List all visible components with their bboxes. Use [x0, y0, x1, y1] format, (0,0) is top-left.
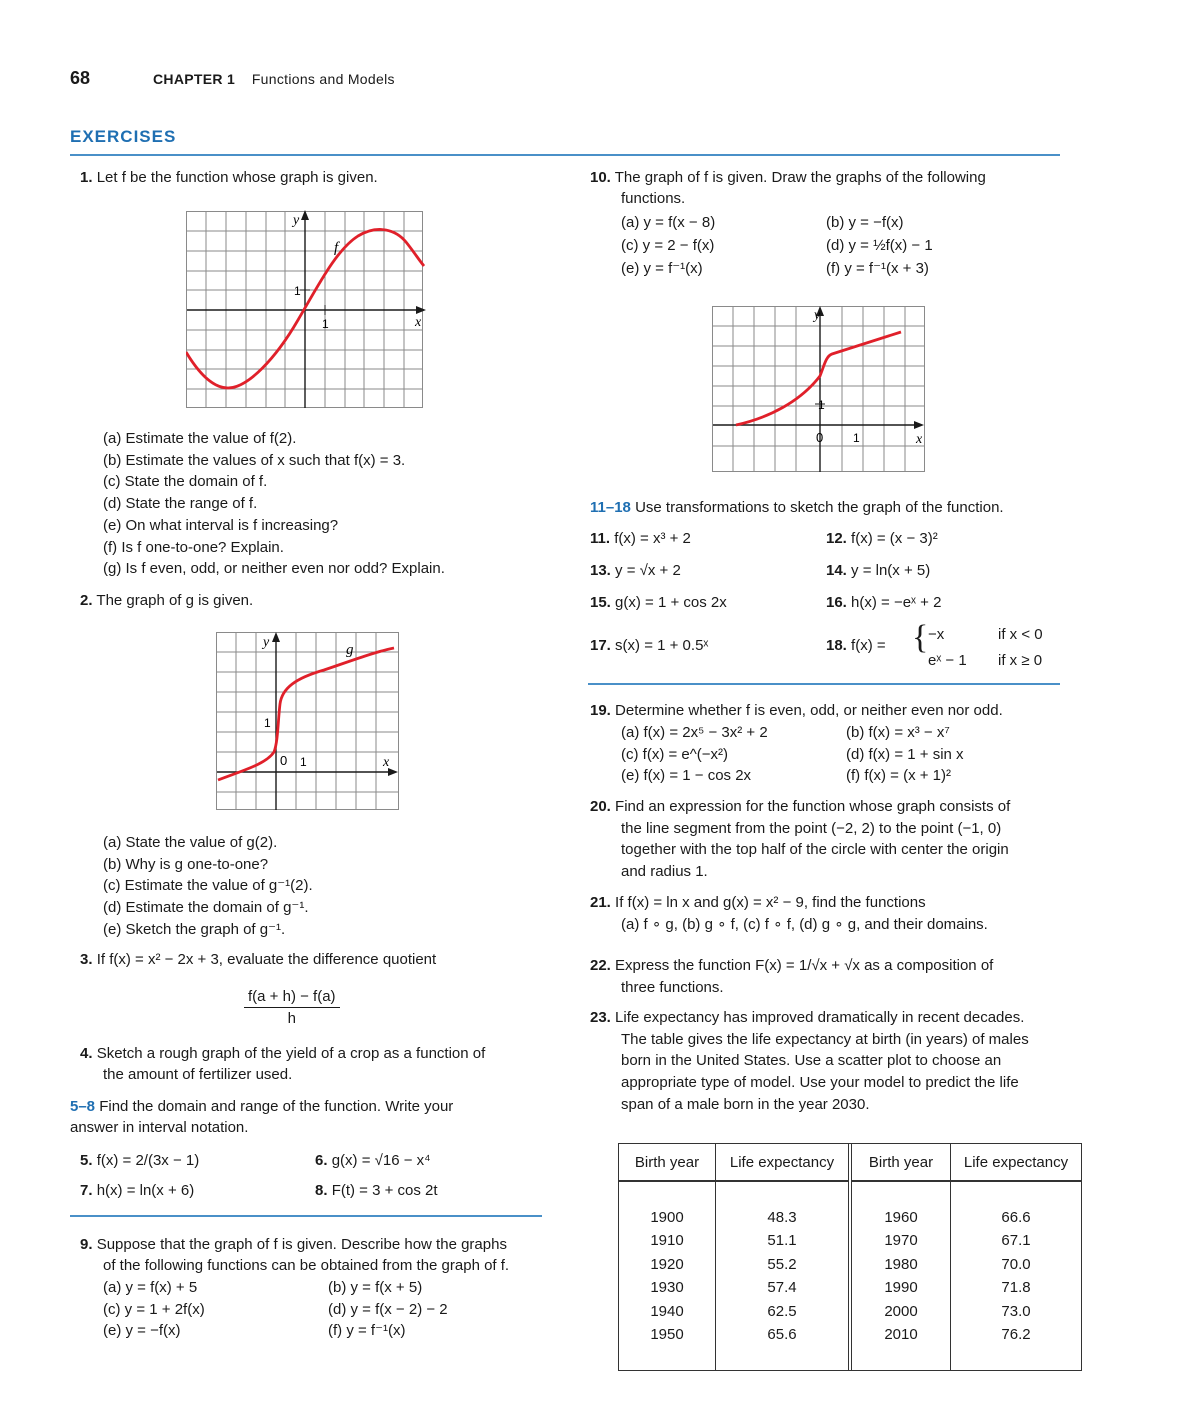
- part-f: (f) y = f⁻¹(x): [328, 1322, 406, 1339]
- exercise-expression: f(x) =: [851, 637, 886, 654]
- curve-label-f: f: [334, 240, 339, 256]
- exercise-number: 22.: [590, 957, 611, 974]
- exercise-text-line-3: born in the United States. Use a scatter plot to choose an: [621, 1052, 1002, 1070]
- part-a: (a) y = f(x − 8): [621, 214, 716, 231]
- exercise-text-line-2: the line segment from the point (−2, 2) to the point (−1, 0): [621, 819, 1002, 837]
- exercise-number: 7.: [80, 1182, 93, 1199]
- exercise-expression: f(x) = x³ + 2: [614, 530, 691, 547]
- quotient-numerator: f(a + h) − f(a): [244, 986, 340, 1008]
- exercise-text-line-1: Sketch a rough graph of the yield of a crop as a function of: [96, 1045, 486, 1062]
- table-cell: 70.0: [951, 1253, 1082, 1277]
- y-axis-label: y: [293, 213, 300, 228]
- exercise-16: [826, 592, 941, 613]
- exercise-text-line-1: The graph of f is given. Draw the graphs of the following: [614, 169, 986, 186]
- exercise-9-parts-right: [328, 1277, 448, 1342]
- table-cell: 1950: [650, 1326, 684, 1344]
- page-number: 68: [70, 68, 91, 88]
- table-row: [619, 1206, 1081, 1230]
- exercise-17: [590, 635, 708, 656]
- exercise-number: 1.: [80, 169, 93, 186]
- divider-left: [70, 1215, 542, 1217]
- exercise-text-line-2: of the following functions can be obtained from the graph of f.: [103, 1257, 510, 1274]
- x-unit-label: 1: [322, 317, 329, 331]
- part-a: (a) Estimate the value of f(2).: [103, 430, 297, 447]
- table-cell: 2000: [850, 1300, 951, 1324]
- piecewise-brace: {: [912, 619, 929, 656]
- y-axis-label: y: [263, 635, 270, 650]
- piecewise-conditions: [998, 622, 1043, 674]
- table-cell: 73.0: [951, 1300, 1082, 1324]
- quotient-denominator: h: [287, 1010, 296, 1027]
- x-axis-arrow: [416, 306, 426, 314]
- exercise-expression: h(x) = ln(x + 6): [96, 1182, 195, 1199]
- exercise-text-line-2: the amount of fertilizer used.: [103, 1066, 293, 1083]
- exercise-expression: F(t) = 3 + cos 2t: [331, 1182, 438, 1199]
- exercise-expression: f(x) = 2/(3x − 1): [96, 1152, 200, 1169]
- y-unit-label: 1: [264, 716, 271, 730]
- part-d: (d) f(x) = 1 + sin x: [846, 745, 964, 763]
- exercise-14: [826, 560, 930, 581]
- exercise-text: Let f be the function whose graph is given.: [96, 169, 378, 186]
- part-f: (f) y = f⁻¹(x + 3): [826, 260, 929, 277]
- exercise-expression: s(x) = 1 + 0.5ˣ: [615, 637, 709, 654]
- part-e: (e) y = f⁻¹(x): [621, 260, 703, 277]
- table-cell: 76.2: [951, 1323, 1082, 1347]
- exercise-text-line-2: The table gives the life expectancy at birth (in years) of males: [621, 1030, 1029, 1048]
- exercise-10: [590, 167, 986, 209]
- exercise-expression: g(x) = 1 + cos 2x: [615, 594, 727, 611]
- exercise-2-parts: [103, 832, 313, 941]
- table-cell: 67.1: [951, 1229, 1082, 1253]
- piece-2-expression: eˣ − 1: [928, 652, 967, 669]
- piece-1-expression: −x: [928, 626, 945, 643]
- exercise-number: 3.: [80, 951, 93, 968]
- exercise-9: [80, 1234, 509, 1276]
- exercise-13: [590, 560, 681, 581]
- exercise-text-line-1: Find an expression for the function whose graph consists of: [615, 798, 1011, 815]
- part-e: (e) On what interval is f increasing?: [103, 516, 339, 534]
- exercise-7: [80, 1180, 194, 1201]
- exercise-number: 10.: [590, 169, 611, 186]
- grid: [713, 306, 926, 472]
- exercise-number: 6.: [315, 1152, 328, 1169]
- exercise-19-parts-left: [621, 722, 768, 787]
- exercise-number: 21.: [590, 894, 611, 911]
- exercise-text-line-3: together with the top half of the circle with center the origin: [621, 841, 1009, 859]
- exercises-11-18-instructions: [590, 497, 1004, 518]
- exercise-expression: h(x) = −eˣ + 2: [851, 594, 942, 611]
- exercise-2: [80, 590, 253, 611]
- exercise-text: If f(x) = x² − 2x + 3, evaluate the difference quotient: [96, 951, 437, 968]
- header-life-expectancy-1: Life expectancy: [716, 1144, 851, 1181]
- part-c: (c) Estimate the value of g⁻¹(2).: [103, 877, 313, 895]
- chapter-title: Functions and Models: [251, 71, 395, 87]
- exercise-3: [80, 949, 436, 970]
- exercise-expression: y = ln(x + 5): [851, 562, 931, 579]
- exercise-1: [80, 167, 378, 188]
- exercise-number: 13.: [590, 562, 611, 579]
- exercise-23: [590, 1007, 1029, 1116]
- exercise-number: 5.: [80, 1152, 93, 1169]
- exercise-15: [590, 592, 727, 613]
- chapter-heading: [153, 71, 395, 87]
- exercise-text-line-1: Suppose that the graph of f is given. Describe how the graphs: [96, 1236, 507, 1253]
- exercise-number: 16.: [826, 594, 847, 611]
- table-row: [619, 1323, 1081, 1347]
- part-c: (c) y = 2 − f(x): [621, 237, 715, 254]
- part-b: (b) y = f(x + 5): [328, 1279, 423, 1296]
- exercise-21: [590, 892, 988, 936]
- y-unit-label: 1: [818, 398, 825, 412]
- exercise-number: 8.: [315, 1182, 328, 1199]
- table-cell: 1960: [850, 1206, 951, 1230]
- part-b: (b) Why is g one-to-one?: [103, 855, 269, 873]
- exercise-text: Determine whether f is even, odd, or neither even nor odd.: [615, 702, 1003, 719]
- header-birth-year-2: Birth year: [850, 1144, 951, 1181]
- section-title: EXERCISES: [70, 127, 177, 146]
- exercise-8: [315, 1180, 438, 1201]
- exercise-number: 23.: [590, 1009, 611, 1026]
- y-axis-arrow: [272, 632, 280, 642]
- table-header-row: [619, 1144, 1081, 1181]
- exercise-12: [826, 528, 938, 549]
- chapter-label: CHAPTER 1: [153, 71, 236, 87]
- piece-2-condition: if x ≥ 0: [998, 652, 1043, 669]
- table-row: [619, 1300, 1081, 1324]
- life-expectancy-table: [618, 1143, 1082, 1371]
- x-axis-label: x: [415, 315, 422, 330]
- table-cell: 55.2: [716, 1253, 851, 1277]
- exercise-number: 15.: [590, 594, 611, 611]
- exercise-10-parts-right: [826, 211, 933, 280]
- table-cell: 1900: [650, 1208, 684, 1226]
- instructions-line-1: Find the domain and range of the function. Write your: [99, 1098, 454, 1115]
- x-unit-label: 1: [853, 431, 860, 445]
- origin-label: 0: [816, 430, 824, 445]
- exercise-10-parts-left: [621, 211, 715, 280]
- table-cell: 1910: [650, 1232, 684, 1250]
- exercise-number: 18.: [826, 637, 847, 654]
- curve-label-g: g: [346, 642, 354, 658]
- table-cell: 1970: [850, 1229, 951, 1253]
- piecewise-expressions: [928, 622, 967, 674]
- table: [619, 1144, 1081, 1370]
- exercise-9-parts-left: [103, 1277, 205, 1342]
- table-cell: 71.8: [951, 1276, 1082, 1300]
- exercise-5: [80, 1150, 199, 1171]
- table-cell: 62.5: [716, 1300, 851, 1324]
- exercises-5-8-instructions: [70, 1096, 453, 1138]
- part-b: (b) Estimate the values of x such that f(x) = 3.: [103, 451, 406, 469]
- part-e: (e) y = −f(x): [103, 1322, 181, 1339]
- table-cell: 1980: [850, 1253, 951, 1277]
- header-birth-year-1: Birth year: [619, 1144, 716, 1181]
- exercise-expression: y = √x + 2: [615, 562, 681, 579]
- x-axis-label: x: [916, 432, 923, 447]
- x-unit-label: 1: [300, 755, 307, 769]
- part-b: (b) y = −f(x): [826, 214, 904, 231]
- y-unit-label: 1: [294, 284, 301, 298]
- exercise-4: [80, 1043, 485, 1085]
- part-f: (f) Is f one-to-one? Explain.: [103, 538, 284, 556]
- table-cell: 2010: [850, 1323, 951, 1347]
- exercise-text-line-2: (a) f ∘ g, (b) g ∘ f, (c) f ∘ f, (d) g ∘ g, and their domains.: [621, 916, 988, 933]
- exercise-20: [590, 796, 1010, 883]
- table-cell: 1940: [650, 1302, 684, 1320]
- exercise-number: 4.: [80, 1045, 93, 1062]
- table-cell: 48.3: [716, 1206, 851, 1230]
- exercise-11: [590, 528, 691, 549]
- x-axis-arrow: [388, 768, 398, 776]
- table-row: [619, 1229, 1081, 1253]
- exercise-text-line-4: appropriate type of model. Use your model to predict the life: [621, 1074, 1019, 1092]
- exercise-number: 19.: [590, 702, 611, 719]
- graph-g-ex2: [216, 630, 402, 812]
- part-e: (e) Sketch the graph of g⁻¹.: [103, 920, 286, 938]
- part-a: (a) State the value of g(2).: [103, 834, 278, 851]
- exercise-number: 20.: [590, 798, 611, 815]
- table-cell: 65.6: [716, 1323, 851, 1347]
- section-divider: [70, 154, 1060, 156]
- exercise-text-line-1: If f(x) = ln x and g(x) = x² − 9, find the functions: [615, 894, 926, 911]
- table-cell: 51.1: [716, 1229, 851, 1253]
- exercise-text: The graph of g is given.: [96, 592, 254, 609]
- graph-f-ex1: [186, 208, 430, 410]
- exercise-18: [826, 635, 886, 656]
- table-cell: 1920: [650, 1255, 684, 1273]
- part-c: (c) State the domain of f.: [103, 473, 268, 491]
- x-axis-label: x: [383, 755, 390, 770]
- exercise-text-line-2: three functions.: [621, 978, 724, 996]
- exercise-number: 14.: [826, 562, 847, 579]
- piece-1-condition: if x < 0: [998, 626, 1043, 643]
- exercise-number: 12.: [826, 530, 847, 547]
- part-a: (a) f(x) = 2x⁵ − 3x² + 2: [621, 724, 768, 741]
- part-d: (d) y = f(x − 2) − 2: [328, 1300, 448, 1318]
- header-life-expectancy-2: Life expectancy: [951, 1144, 1082, 1181]
- part-d: (d) y = ½f(x) − 1: [826, 237, 933, 254]
- difference-quotient: [244, 986, 340, 1029]
- x-axis-arrow: [914, 421, 924, 429]
- exercise-number: 17.: [590, 637, 611, 654]
- exercise-number: 11.: [590, 530, 611, 547]
- exercise-19-parts-right: [846, 722, 964, 787]
- exercise-number: 9.: [80, 1236, 93, 1253]
- graph-f-ex10: [712, 304, 928, 474]
- table-cell: 66.6: [951, 1206, 1082, 1230]
- exercise-number: 2.: [80, 592, 93, 609]
- exercise-range: 11–18: [590, 499, 631, 516]
- exercise-range: 5–8: [70, 1098, 96, 1115]
- part-f: (f) f(x) = (x + 1)²: [846, 767, 951, 784]
- table-row: [619, 1276, 1081, 1300]
- exercise-1-parts: [103, 428, 445, 580]
- exercise-6: [315, 1150, 431, 1171]
- instructions-line-2: answer in interval notation.: [70, 1119, 249, 1136]
- exercise-text-line-1: Life expectancy has improved dramatically in recent decades.: [615, 1009, 1025, 1026]
- part-a: (a) y = f(x) + 5: [103, 1279, 198, 1296]
- exercise-text-line-5: span of a male born in the year 2030.: [621, 1095, 870, 1113]
- part-e: (e) f(x) = 1 − cos 2x: [621, 767, 752, 784]
- divider-right: [588, 683, 1060, 685]
- part-c: (c) f(x) = e^(−x²): [621, 745, 729, 763]
- exercise-19: [590, 700, 1003, 721]
- table-cell: 57.4: [716, 1276, 851, 1300]
- table-cell: 1990: [850, 1276, 951, 1300]
- instructions-text: Use transformations to sketch the graph of the function.: [635, 499, 1004, 516]
- table-row: [619, 1253, 1081, 1277]
- exercise-text-line-1: Express the function F(x) = 1/√x + √x as a composition of: [615, 957, 994, 974]
- table-cell: 1930: [650, 1279, 684, 1297]
- exercise-text-line-4: and radius 1.: [621, 863, 708, 881]
- part-b: (b) f(x) = x³ − x⁷: [846, 724, 950, 741]
- grid: [217, 632, 400, 810]
- exercise-text-line-2: functions.: [621, 190, 686, 207]
- part-g: (g) Is f even, odd, or neither even nor odd? Explain.: [103, 560, 445, 578]
- y-axis-label: y: [814, 308, 821, 323]
- part-c: (c) y = 1 + 2f(x): [103, 1300, 205, 1318]
- part-d: (d) Estimate the domain of g⁻¹.: [103, 899, 309, 917]
- origin-label: 0: [280, 753, 288, 768]
- exercise-expression: g(x) = √16 − x⁴: [331, 1152, 431, 1169]
- exercise-22: [590, 955, 993, 998]
- part-d: (d) State the range of f.: [103, 495, 258, 513]
- exercise-expression: f(x) = (x − 3)²: [851, 530, 938, 547]
